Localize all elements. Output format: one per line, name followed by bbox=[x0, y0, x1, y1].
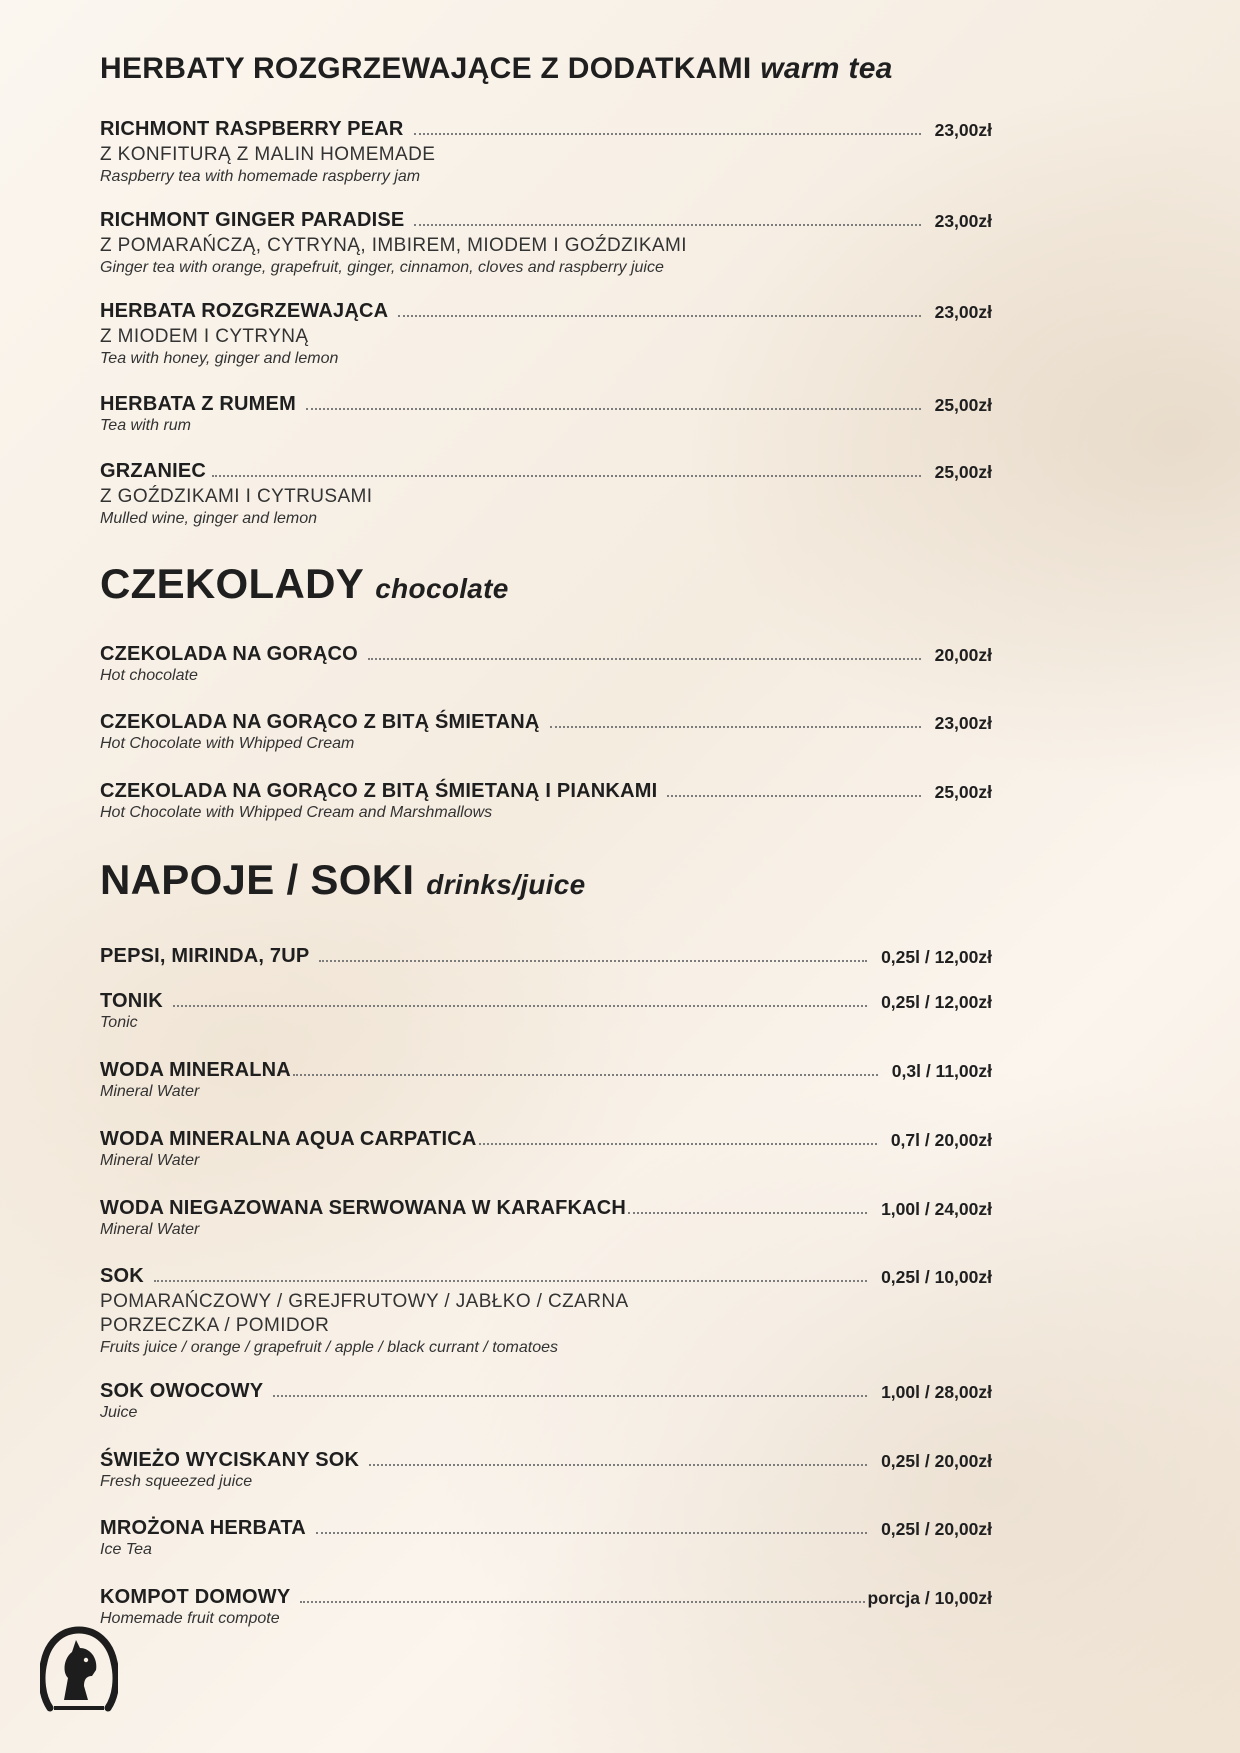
item-price: 20,00zł bbox=[934, 645, 992, 665]
menu-item-woda-w-karafkach bbox=[100, 1194, 992, 1239]
item-price: 0,25l / 20,00zł bbox=[881, 1519, 992, 1539]
menu-item-czekolada-bita-smietana-pianki bbox=[100, 777, 992, 822]
item-description-en: Mineral Water bbox=[100, 1221, 200, 1238]
item-description-en: Mulled wine, ginger and lemon bbox=[100, 510, 318, 527]
horse-logo-icon bbox=[40, 1626, 118, 1716]
item-name: MROŻONA HERBATA bbox=[100, 1517, 306, 1539]
section-warm-tea bbox=[100, 52, 992, 86]
dot-leader bbox=[369, 1464, 867, 1466]
section-subtitle: drinks/juice bbox=[426, 869, 586, 900]
dot-leader bbox=[319, 960, 867, 962]
item-name: RICHMONT RASPBERRY PEAR bbox=[100, 118, 404, 140]
item-description-en: Ginger tea with orange, grapefruit, ginger, cinnamon, cloves and raspberry juice bbox=[100, 259, 664, 276]
item-name: GRZANIEC bbox=[100, 460, 207, 482]
menu-item-woda-aqua-carpatica bbox=[100, 1125, 992, 1170]
dot-leader bbox=[550, 726, 921, 728]
item-description-en: Ice Tea bbox=[100, 1541, 152, 1558]
section-subtitle: chocolate bbox=[375, 573, 509, 604]
item-price: 0,25l / 20,00zł bbox=[881, 1451, 992, 1471]
item-name: SOK bbox=[100, 1265, 144, 1287]
item-price: 25,00zł bbox=[934, 395, 992, 415]
item-description-pl: Z MIODEM I CYTRYNĄ bbox=[100, 326, 309, 347]
item-name: CZEKOLADA NA GORĄCO Z BITĄ ŚMIETANĄ bbox=[100, 711, 540, 733]
item-name: HERBATA Z RUMEM bbox=[100, 393, 296, 415]
item-name: RICHMONT GINGER PARADISE bbox=[100, 209, 405, 231]
item-price: 1,00l / 28,00zł bbox=[881, 1382, 992, 1402]
section-title: NAPOJE / SOKI drinks/juice bbox=[100, 856, 586, 903]
menu-item-herbata-z-rumem bbox=[100, 390, 992, 435]
item-description-en: Hot chocolate bbox=[100, 667, 198, 684]
dot-leader bbox=[300, 1601, 865, 1603]
section-chocolate bbox=[100, 560, 992, 608]
menu-item-herbata-rozgrzewajaca bbox=[100, 297, 992, 368]
menu-item-czekolada-bita-smietana bbox=[100, 708, 992, 753]
item-price: 23,00zł bbox=[934, 120, 992, 140]
item-name: ŚWIEŻO WYCISKANY SOK bbox=[100, 1449, 360, 1471]
item-description-en: Hot Chocolate with Whipped Cream bbox=[100, 735, 355, 752]
item-name: TONIK bbox=[100, 990, 163, 1012]
item-description-en: Fresh squeezed juice bbox=[100, 1473, 253, 1490]
item-price: 1,00l / 24,00zł bbox=[881, 1199, 992, 1219]
item-description-en: Tea with honey, ginger and lemon bbox=[100, 350, 339, 367]
dot-leader bbox=[154, 1280, 867, 1282]
item-name: CZEKOLADA NA GORĄCO Z BITĄ ŚMIETANĄ I PIANKAMI bbox=[100, 780, 658, 802]
dot-leader bbox=[273, 1395, 867, 1397]
dot-leader bbox=[667, 795, 920, 797]
dot-leader bbox=[368, 658, 921, 660]
item-price: porcja / 10,00zł bbox=[867, 1588, 992, 1608]
item-name: KOMPOT DOMOWY bbox=[100, 1586, 291, 1608]
item-name: WODA MINERALNA bbox=[100, 1059, 291, 1081]
item-description-en: Juice bbox=[100, 1404, 138, 1421]
item-name: HERBATA ROZGRZEWAJĄCA bbox=[100, 300, 389, 322]
item-price: 23,00zł bbox=[934, 211, 992, 231]
dot-leader bbox=[628, 1212, 867, 1214]
item-price: 25,00zł bbox=[934, 782, 992, 802]
item-name: WODA NIEGAZOWANA SERWOWANA W KARAFKACH bbox=[100, 1197, 627, 1219]
item-price: 0,7l / 20,00zł bbox=[890, 1130, 992, 1150]
item-description-en: Raspberry tea with homemade raspberry jam bbox=[100, 168, 421, 185]
item-name: WODA MINERALNA AQUA CARPATICA bbox=[100, 1128, 477, 1150]
dot-leader bbox=[414, 133, 921, 135]
menu-item-richmont-ginger-paradise bbox=[100, 206, 992, 277]
section-title: HERBATY ROZGRZEWAJĄCE Z DODATKAMI warm tea bbox=[100, 52, 893, 85]
item-name: CZEKOLADA NA GORĄCO bbox=[100, 643, 358, 665]
menu-item-woda-mineralna bbox=[100, 1056, 992, 1101]
item-price: 25,00zł bbox=[934, 462, 992, 482]
section-title: CZEKOLADY chocolate bbox=[100, 560, 509, 607]
section-subtitle: warm tea bbox=[760, 52, 893, 85]
menu-item-pepsi-mirinda-7up bbox=[100, 942, 992, 968]
item-description-en: Tea with rum bbox=[100, 417, 191, 434]
menu-item-mrozona-herbata bbox=[100, 1514, 992, 1559]
item-price: 0,25l / 10,00zł bbox=[881, 1267, 992, 1287]
item-name: SOK OWOCOWY bbox=[100, 1380, 264, 1402]
item-price: 0,25l / 12,00zł bbox=[881, 992, 992, 1012]
dot-leader bbox=[316, 1532, 867, 1534]
item-name: PEPSI, MIRINDA, 7UP bbox=[100, 945, 310, 967]
menu-item-grzaniec bbox=[100, 457, 992, 528]
item-price: 23,00zł bbox=[934, 302, 992, 322]
item-description-en: Fruits juice / orange / grapefruit / apple / black currant / tomatoes bbox=[100, 1339, 558, 1356]
dot-leader bbox=[173, 1005, 867, 1007]
item-description-en: Hot Chocolate with Whipped Cream and Marshmallows bbox=[100, 804, 493, 821]
item-description-pl: Z POMARAŃCZĄ, CYTRYNĄ, IMBIREM, MIODEM I GOŹDZIKAMI bbox=[100, 235, 687, 256]
item-description-en: Homemade fruit compote bbox=[100, 1610, 280, 1627]
menu-item-swiezo-wyciskany-sok bbox=[100, 1446, 992, 1491]
section-drinks-juice bbox=[100, 856, 992, 904]
item-description-en: Tonic bbox=[100, 1014, 138, 1031]
dot-leader bbox=[398, 315, 920, 317]
dot-leader bbox=[293, 1074, 878, 1076]
menu-item-sok bbox=[100, 1262, 992, 1357]
menu-item-sok-owocowy bbox=[100, 1377, 992, 1422]
item-price: 0,3l / 11,00zł bbox=[891, 1061, 992, 1081]
item-description-pl: POMARAŃCZOWY / GREJFRUTOWY / JABŁKO / CZARNA PORZECZKA / POMIDOR bbox=[100, 1291, 628, 1336]
menu-item-kompot-domowy bbox=[100, 1583, 992, 1628]
item-price: 23,00zł bbox=[934, 713, 992, 733]
dot-leader bbox=[212, 475, 921, 477]
item-description-pl: Z KONFITURĄ Z MALIN HOMEMADE bbox=[100, 144, 436, 165]
dot-leader bbox=[414, 224, 920, 226]
item-description-en: Mineral Water bbox=[100, 1083, 200, 1100]
menu-item-tonik bbox=[100, 987, 992, 1032]
dot-leader bbox=[479, 1143, 877, 1145]
item-description-pl: Z GOŹDZIKAMI I CYTRUSAMI bbox=[100, 486, 373, 507]
dot-leader bbox=[306, 408, 921, 410]
menu-item-czekolada-na-goraco bbox=[100, 640, 992, 685]
item-description-en: Mineral Water bbox=[100, 1152, 200, 1169]
menu-item-richmont-raspberry-pear bbox=[100, 115, 992, 186]
item-price: 0,25l / 12,00zł bbox=[881, 947, 992, 967]
